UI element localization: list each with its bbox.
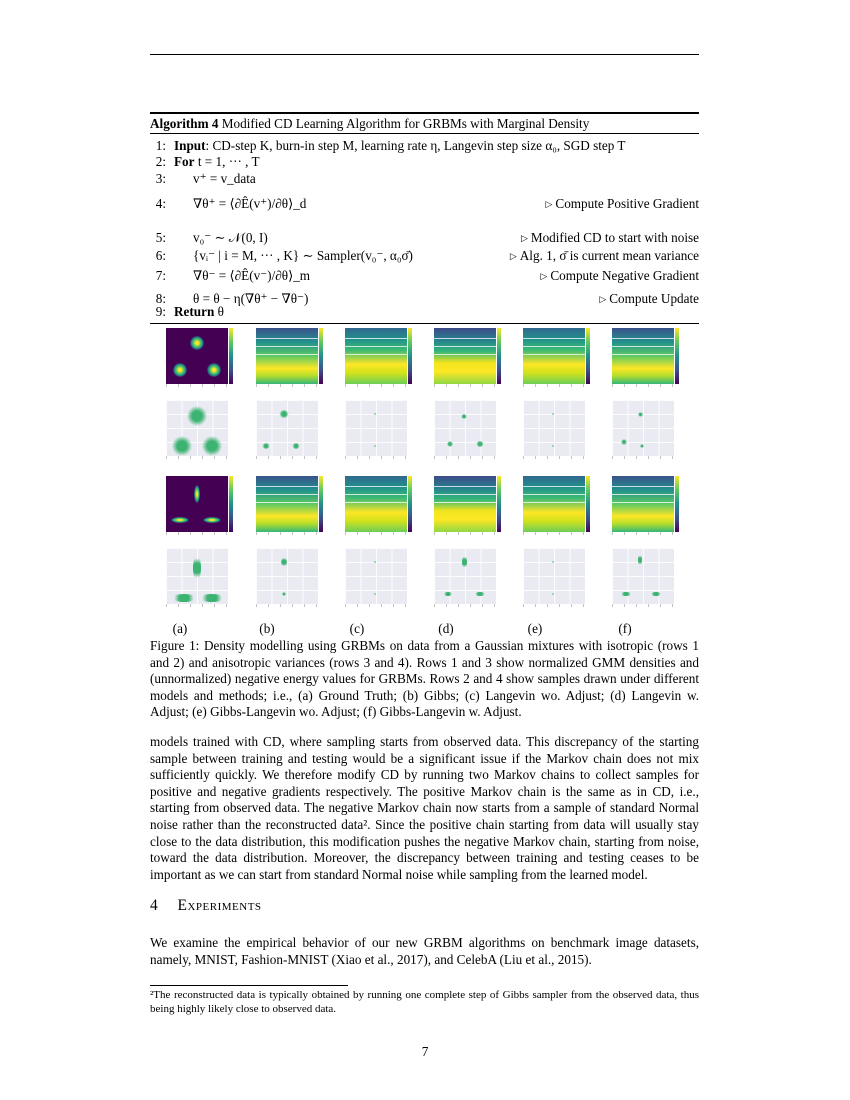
line-text: ∇θ⁻ = ⟨∂Ê(v⁻)/∂θ⟩_m [193, 267, 311, 283]
comment-triangle-icon: ▷ [545, 198, 553, 209]
plot-panel [160, 397, 236, 459]
sample-cluster [461, 414, 467, 419]
contour-line [434, 346, 496, 347]
axis-ticks [166, 456, 228, 459]
colorbar [497, 328, 501, 384]
line-text: : CD-step K, burn-in step M, learning rate η, Langevin step size α₀, SGD step T [205, 137, 626, 153]
sample-cluster [202, 436, 222, 456]
sample-cluster [474, 592, 486, 596]
axis-ticks [523, 456, 585, 459]
sample-cluster [650, 592, 662, 596]
contour-line [434, 502, 496, 503]
sample-cluster [462, 555, 467, 569]
contour-line [612, 354, 674, 355]
line-number: 4: [155, 195, 166, 211]
contour-line [612, 494, 674, 495]
contour-line [523, 486, 585, 487]
contour-line [523, 354, 585, 355]
plot-panel [517, 473, 593, 535]
subfigure-label: (f) [618, 621, 632, 636]
plot-area [256, 400, 318, 456]
colorbar [229, 476, 233, 532]
subfigure-label: (b) [259, 621, 275, 636]
sample-cluster [640, 444, 644, 448]
colorbar [319, 476, 323, 532]
plot-panel [606, 397, 682, 459]
contour-line [612, 486, 674, 487]
plot-panel [250, 325, 326, 387]
sample-cluster [552, 593, 554, 595]
sample-cluster [552, 445, 554, 447]
sample-cluster [620, 592, 632, 596]
comment-triangle-icon: ▷ [540, 270, 548, 281]
algorithm-line-7 [150, 268, 699, 284]
sample-cluster [199, 594, 225, 602]
contour-line [612, 338, 674, 339]
contour-line [523, 346, 585, 347]
header-rule [150, 54, 699, 55]
plot-area [256, 328, 318, 384]
contour-line [612, 502, 674, 503]
algorithm-line-2 [150, 154, 699, 170]
sample-cluster [193, 555, 201, 581]
section-heading [150, 897, 262, 915]
line-comment: Compute Positive Gradient [555, 195, 699, 211]
plot-area [434, 548, 496, 604]
line-number: 7: [155, 267, 166, 283]
line-comment: Modified CD to start with noise [530, 229, 699, 245]
plot-panel [250, 545, 326, 607]
comment-triangle-icon: ▷ [599, 293, 607, 304]
section-number: 4 [150, 897, 158, 914]
sample-cluster [374, 561, 376, 563]
plot-area [612, 476, 674, 532]
sample-cluster [187, 406, 207, 426]
contour-line [345, 338, 407, 339]
plot-area [523, 476, 585, 532]
sample-cluster [552, 561, 554, 563]
sample-cluster [282, 592, 286, 596]
sample-cluster [279, 410, 289, 418]
plot-grid [345, 548, 407, 604]
algorithm-bottom-rule [150, 323, 699, 324]
axis-ticks [256, 384, 318, 387]
density-peak [203, 517, 221, 523]
body-paragraph-2: We examine the empirical behavior of our new GRBM algorithms on benchmark image datasets, namely, MNIST, Fashion-MNIST (Xiao et al., 2017), and CelebA (Liu et al., 2015). [150, 935, 699, 967]
algorithm-line-5 [150, 230, 699, 246]
plot-panel [160, 473, 236, 535]
plot-panel [339, 545, 415, 607]
plot-panel [339, 397, 415, 459]
density-peak [190, 336, 204, 350]
axis-ticks [256, 456, 318, 459]
axis-ticks [345, 532, 407, 535]
axis-ticks [612, 604, 674, 607]
plot-panel [250, 473, 326, 535]
sample-cluster [292, 443, 300, 449]
contour-line [523, 502, 585, 503]
line-comment: Compute Update [609, 290, 699, 306]
plot-area [166, 400, 228, 456]
colorbar [675, 328, 679, 384]
plot-area [434, 476, 496, 532]
plot-panel [606, 325, 682, 387]
sample-cluster [172, 436, 192, 456]
line-text: θ = θ − η(∇θ⁺ − ∇θ⁻) [193, 290, 309, 306]
plot-area [256, 548, 318, 604]
axis-ticks [256, 532, 318, 535]
density-peak [207, 363, 221, 377]
axis-ticks [345, 604, 407, 607]
input-keyword: Input [174, 137, 206, 153]
plot-grid [523, 400, 585, 456]
sample-cluster [638, 412, 643, 417]
line-comment: Compute Negative Gradient [550, 267, 699, 283]
algorithm-line-3 [150, 171, 699, 187]
return-keyword: Return [174, 303, 215, 319]
sample-cluster [552, 413, 554, 415]
line-number: 9: [155, 303, 166, 319]
contour-line [256, 354, 318, 355]
contour-line [256, 494, 318, 495]
contour-line [345, 486, 407, 487]
plot-grid [523, 548, 585, 604]
plot-area [345, 400, 407, 456]
sample-cluster [374, 445, 376, 447]
line-number: 6: [155, 247, 166, 263]
colorbar [497, 476, 501, 532]
plot-panel [428, 545, 504, 607]
sample-cluster [638, 554, 642, 566]
plot-panel [160, 545, 236, 607]
plot-area [345, 328, 407, 384]
algorithm-title [150, 114, 699, 133]
sample-cluster [374, 593, 376, 595]
subfigure-label: (e) [527, 621, 543, 636]
plot-area [434, 328, 496, 384]
axis-ticks [166, 604, 228, 607]
figure-caption: Figure 1: Density modelling using GRBMs on data from a Gaussian mixtures with isotropic (rows 1 and 2) and anisotropic variances (rows 3 and 4). Rows 1 and 3 show normalized GMM densities and (unnormalized) negative energy values for GRBMs. Rows 2 and 4 show samples drawn under different models and methods; i.e., (a) Ground Truth; (b) Gibbs; (c) Langevin wo. Adjust; (d) Langevin w. Adjust; (e) Gibbs-Langevin wo. Adjust; (f) Gibbs-Langevin w. Adjust. [150, 638, 699, 720]
colorbar [229, 328, 233, 384]
plot-panel [517, 397, 593, 459]
contour-line [434, 354, 496, 355]
axis-ticks [612, 456, 674, 459]
contour-line [256, 502, 318, 503]
for-keyword: For [174, 153, 195, 169]
line-text: ∇θ⁺ = ⟨∂Ê(v⁺)/∂θ⟩_d [193, 195, 307, 211]
plot-grid [256, 548, 318, 604]
contour-line [523, 494, 585, 495]
line-comment: Alg. 1, σ̄ is current mean variance [519, 247, 699, 263]
axis-ticks [256, 604, 318, 607]
plot-panel [160, 325, 236, 387]
axis-ticks [166, 384, 228, 387]
algorithm-box [150, 112, 699, 324]
plot-area [612, 328, 674, 384]
line-number: 8: [155, 290, 166, 306]
colorbar [408, 328, 412, 384]
plot-panel [606, 545, 682, 607]
plot-area [166, 328, 228, 384]
axis-ticks [166, 532, 228, 535]
contour-line [256, 338, 318, 339]
algorithm-line-9 [150, 304, 699, 320]
plot-panel [339, 473, 415, 535]
algorithm-lines [150, 134, 699, 304]
plot-area [523, 400, 585, 456]
algorithm-line-4 [150, 196, 699, 212]
line-text: v₀⁻ ∼ 𝒩(0, I) [193, 229, 268, 245]
algorithm-label: Algorithm 4 [150, 115, 219, 131]
line-text: t = 1, ··· , T [194, 153, 260, 169]
contour-line [256, 346, 318, 347]
algorithm-line-1 [150, 138, 699, 154]
colorbar [408, 476, 412, 532]
plot-area [434, 400, 496, 456]
plot-area [523, 328, 585, 384]
line-text: θ [214, 303, 224, 319]
plot-grid [345, 400, 407, 456]
sample-cluster [281, 557, 287, 567]
plot-panel [428, 325, 504, 387]
colorbar [319, 328, 323, 384]
plot-area [345, 476, 407, 532]
plot-panel [606, 473, 682, 535]
page-number: 7 [421, 1044, 429, 1059]
footnote: ²The reconstructed data is typically obtained by running one complete step of Gibbs sampler from the observed data, thus being highly likely close to observed data. [150, 989, 699, 1015]
plot-area [345, 548, 407, 604]
axis-ticks [612, 384, 674, 387]
line-number: 1: [155, 137, 166, 153]
comment-triangle-icon: ▷ [509, 250, 517, 261]
plot-area [166, 476, 228, 532]
colorbar [586, 476, 590, 532]
contour-line [345, 494, 407, 495]
axis-ticks [434, 456, 496, 459]
line-text: v⁺ = v_data [193, 170, 256, 186]
axis-ticks [434, 384, 496, 387]
plot-area [612, 400, 674, 456]
subfigure-label: (c) [349, 621, 365, 636]
plot-grid [612, 548, 674, 604]
contour-line [612, 346, 674, 347]
contour-line [256, 486, 318, 487]
contour-line [434, 486, 496, 487]
contour-line [434, 494, 496, 495]
plot-area [166, 548, 228, 604]
axis-ticks [345, 456, 407, 459]
line-number: 2: [155, 153, 166, 169]
axis-ticks [523, 384, 585, 387]
footnote-rule [150, 985, 348, 986]
plot-area [523, 548, 585, 604]
contour-line [345, 354, 407, 355]
density-peak [194, 485, 200, 503]
colorbar [586, 328, 590, 384]
figure-1 [160, 325, 690, 636]
algorithm-title-text: Modified CD Learning Algorithm for GRBMs with Marginal Density [221, 115, 590, 131]
plot-panel [428, 397, 504, 459]
section-title: Experiments [177, 897, 262, 914]
contour-line [523, 338, 585, 339]
plot-panel [517, 325, 593, 387]
plot-panel [339, 325, 415, 387]
line-text: {vᵢ⁻ | i = M, ··· , K} ∼ Sampler(v₀⁻, α₀σ̄) [193, 247, 413, 263]
sample-cluster [262, 443, 270, 449]
axis-ticks [523, 532, 585, 535]
plot-panel [250, 397, 326, 459]
line-number: 3: [155, 170, 166, 186]
axis-ticks [612, 532, 674, 535]
plot-grid [434, 400, 496, 456]
colorbar [675, 476, 679, 532]
sample-cluster [621, 439, 627, 445]
subfigure-label: (a) [172, 621, 188, 636]
body-paragraph-1: models trained with CD, where sampling starts from observed data. This discrepancy of the starting sample between training and testing would be a significant issue if the Markov chain does not mix sufficiently quickly. We therefore modify CD by running two Markov chains to collect samples for positive and negative gradients respectively. The positive Markov chain is the same as in CD, i.e., starting from observed data. The negative Markov chain now starts from a sample of standard Normal noise rather than the reconstructed data². Since the positive chain starting from data will usually stay close to the data distribution, this modification pushes the negative Markov chain, starting from noise, toward the data distribution. Moreover, the discrepancy between training and testing ceases to be important as we can start from standard Normal noise while sampling from the learned model. [150, 734, 699, 882]
line-number: 5: [155, 229, 166, 245]
algorithm-line-6 [150, 248, 699, 264]
sample-cluster [171, 594, 197, 602]
contour-line [434, 338, 496, 339]
contour-line [345, 502, 407, 503]
plot-panel [428, 473, 504, 535]
density-peak [171, 517, 189, 523]
axis-ticks [434, 532, 496, 535]
plot-area [256, 476, 318, 532]
sample-cluster [443, 592, 453, 596]
sample-cluster [476, 441, 484, 447]
axis-ticks [523, 604, 585, 607]
sample-cluster [447, 441, 453, 447]
density-peak [173, 363, 187, 377]
plot-panel [517, 545, 593, 607]
comment-triangle-icon: ▷ [520, 232, 528, 243]
subfigure-label: (d) [438, 621, 454, 636]
sample-cluster [374, 413, 376, 415]
plot-area [612, 548, 674, 604]
contour-line [345, 346, 407, 347]
axis-ticks [434, 604, 496, 607]
axis-ticks [345, 384, 407, 387]
